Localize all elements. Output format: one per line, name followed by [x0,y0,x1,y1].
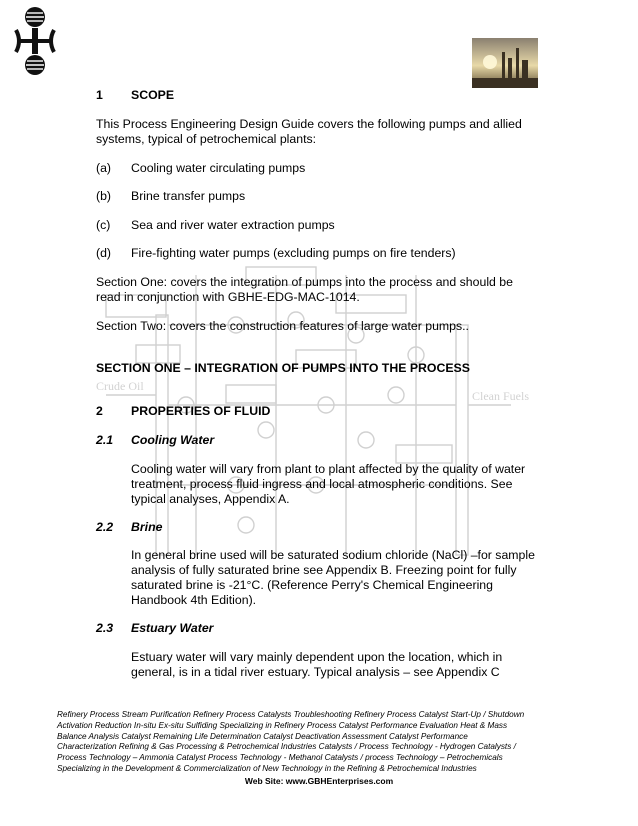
section-heading: SECTION ONE – INTEGRATION OF PUMPS INTO THE PROCESS [96,361,470,375]
list-item-text: Sea and river water extraction pumps [131,218,335,232]
footer-line: Specializing in the Development & Commercialization of New Technology in the Refining & Petrochemical Industries [57,763,477,773]
section-title: SCOPE [131,88,175,102]
watermark-left-label: Crude Oil [96,379,144,393]
list-item-label: (c) [96,218,111,232]
paragraph-line: read in conjunction with GBHE-EDG-MAC-1014. [96,290,360,304]
paragraph-line: This Process Engineering Design Guide covers the following pumps and allied [96,117,522,131]
paragraph-line: Cooling water will vary from plant to plant affected by the quality of water [131,462,526,476]
list-item-text: Cooling water circulating pumps [131,161,306,175]
footer-line: Process Technology – Ammonia Catalyst Process Technology - Methanol Catalysts / process Technology – Petrochemicals [57,753,503,763]
footer-line: Balance Analysis Catalyst Remaining Life Determination Catalyst Deactivation Assessment Catalyst Performance [57,731,468,741]
footer-line: Refinery Process Stream Purification Refinery Process Catalysts Troubleshooting Refinery Process Catalyst Start-Up / Shutdown [57,710,525,719]
subsection-number: 2.1 [96,433,114,447]
paragraph-line: typical analyses, Appendix A. [131,492,290,506]
footer-line: Activation Reduction In-situ Ex-situ Sulfiding Specializing in Refinery Process Catalyst Performance Evaluation Heat & Mass [57,720,508,730]
paragraph-line: Estuary water will vary mainly dependent upon the location, which in [131,650,503,664]
list-item-text: Fire-fighting water pumps (excluding pumps on fire tenders) [131,246,456,260]
footer-line: Characterization Refining & Gas Processing & Petrochemical Industries Catalysts / Process Technology - Hydrogen Catalysts / [57,742,516,752]
paragraph-line: treatment, process fluid ingress and local atmospheric conditions. See [131,477,513,491]
list-item-label: (d) [96,246,112,260]
subsection-title: Cooling Water [131,433,215,447]
paragraph-line: Section Two: covers the construction features of large water pumps.. [96,319,469,333]
list-item-label: (a) [96,161,112,175]
paragraph-line: systems, typical of petrochemical plants: [96,132,317,146]
paragraph-line: saturated brine is -21°C. (Reference Perry's Chemical Engineering [131,578,493,592]
section-number: 1 [96,88,103,102]
paragraph-line: general, is in a tidal river estuary. Typical analysis – see Appendix C [131,665,500,679]
subsection-number: 2.2 [96,520,114,534]
paragraph-line: Handbook 4th Edition). [131,593,257,607]
paragraph-line: analysis of fully saturated brine see Appendix B. Freezing point for fully [131,563,517,577]
section-number: 2 [96,404,103,418]
paragraph-line: In general brine used will be saturated sodium chloride (NaCl) –for sample [131,548,535,562]
subsection-number: 2.3 [96,621,114,635]
subsection-title: Estuary Water [131,621,214,635]
paragraph-line: Section One: covers the integration of pumps into the process and should be [96,275,513,289]
list-item-text: Brine transfer pumps [131,189,246,203]
footer-services-text [57,710,587,775]
gbh-enterprises-logo-icon [12,6,58,76]
refinery-photo-icon [472,38,538,88]
subsection-title: Brine [131,520,163,534]
list-item-label: (b) [96,189,112,203]
watermark-right-label: Clean Fuels [472,389,529,403]
footer-website: Web Site: www.GBHEnterprises.com [244,776,394,786]
section-title: PROPERTIES OF FLUID [131,404,271,418]
